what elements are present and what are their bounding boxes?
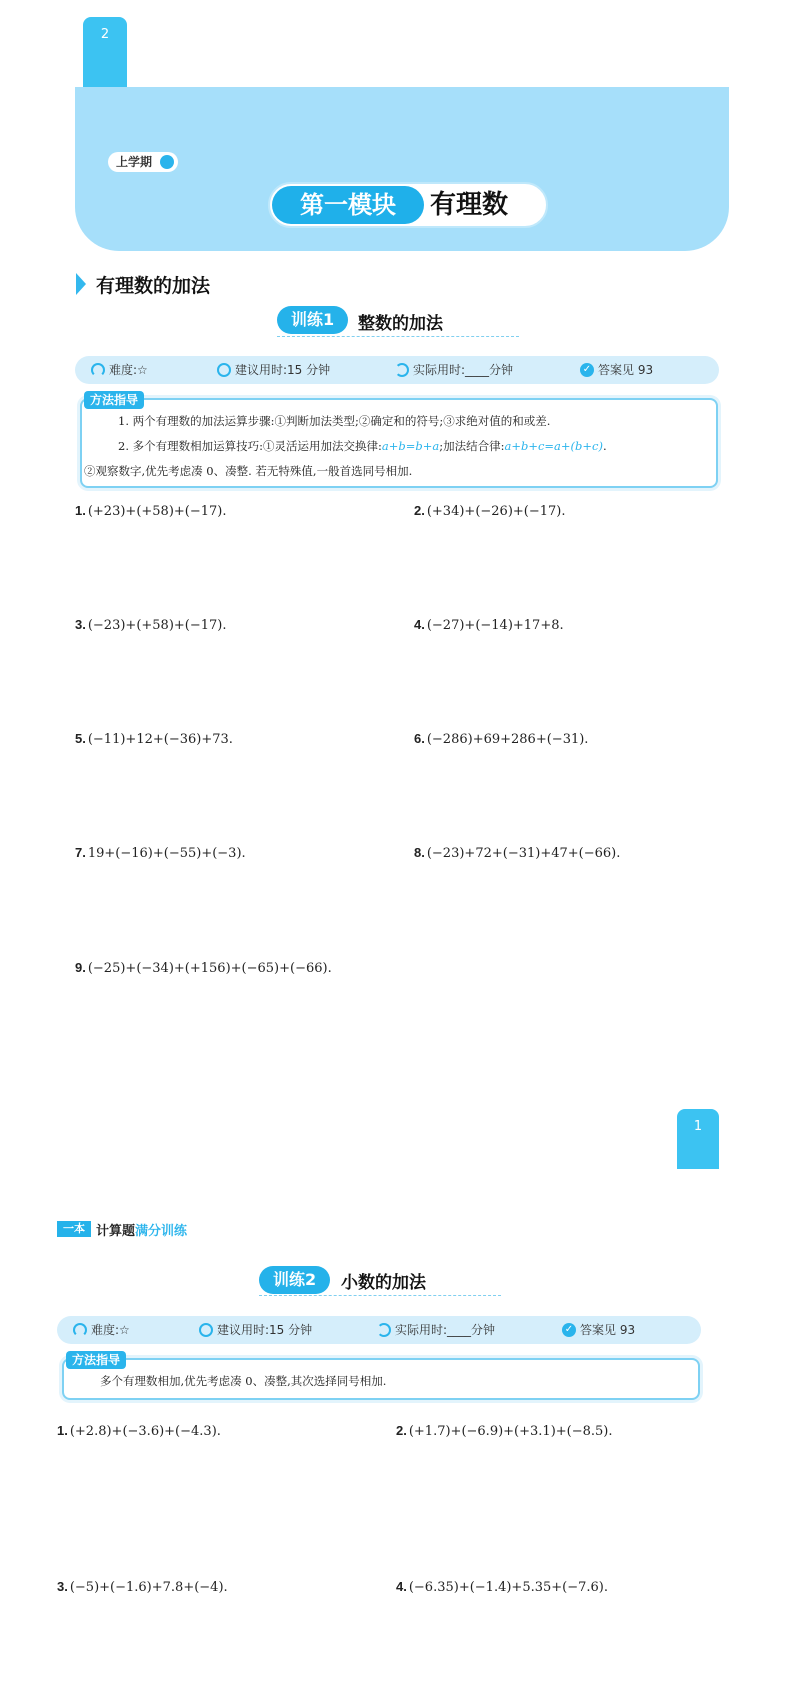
check-icon: ✓ — [580, 363, 594, 377]
problem-2 — [396, 1423, 613, 1439]
commutative-formula: a+b=b+a — [381, 439, 440, 453]
problem-3 — [75, 617, 227, 633]
brand-title — [96, 1220, 187, 1239]
problem-7 — [75, 845, 246, 861]
drill-underline — [259, 1295, 501, 1296]
problem-number: 2. — [396, 1423, 407, 1438]
problem-number: 1. — [75, 503, 86, 518]
problem-number: 4. — [396, 1579, 407, 1594]
problem-expression: (+23)+(+58)+(−17). — [87, 504, 227, 519]
actual-time-text: 实际用时:____分钟 — [413, 363, 514, 377]
problem-number: 9. — [75, 960, 86, 975]
page-number: 1 — [693, 1119, 703, 1134]
problem-expression: (−27)+(−14)+17+8. — [426, 618, 564, 633]
timer-icon — [377, 1323, 391, 1337]
problem-5 — [75, 731, 233, 747]
difficulty-icon — [73, 1323, 87, 1337]
problem-number: 1. — [57, 1423, 68, 1438]
method-line-1: 1. 两个有理数的加法运算步骤:①判断加法类型;②确定和的符号;③求绝对值的和或差. — [118, 414, 551, 428]
problem-expression: (−286)+69+286+(−31). — [426, 732, 589, 747]
problem-number: 3. — [57, 1579, 68, 1594]
info-bar — [75, 356, 719, 384]
problem-6 — [414, 731, 588, 747]
problem-expression: (+1.7)+(−6.9)+(+3.1)+(−8.5). — [408, 1424, 613, 1439]
difficulty-text: 难度:☆ — [91, 1323, 130, 1337]
info-bar — [57, 1316, 701, 1344]
problem-1 — [75, 503, 227, 519]
difficulty-icon — [91, 363, 105, 377]
brand-title-text: 计算题 — [96, 1224, 136, 1239]
difficulty — [91, 356, 148, 384]
problem-expression: (−23)+(+58)+(−17). — [87, 618, 227, 633]
page-number-tab — [83, 17, 127, 87]
problem-expression: (−5)+(−1.6)+7.8+(−4). — [69, 1580, 228, 1595]
problem-number: 3. — [75, 617, 86, 632]
problem-expression: (−25)+(−34)+(+156)+(−65)+(−66). — [87, 961, 332, 976]
problem-3 — [57, 1579, 228, 1595]
module-label: 第一模块 — [272, 186, 424, 224]
method-guide-tag: 方法指导 — [66, 1351, 126, 1369]
check-icon: ✓ — [562, 1323, 576, 1337]
difficulty — [73, 1316, 130, 1344]
timer-icon — [395, 363, 409, 377]
problem-expression: 19+(−16)+(−55)+(−3). — [87, 846, 246, 861]
problem-number: 8. — [414, 845, 425, 860]
problem-expression: (+34)+(−26)+(−17). — [426, 504, 566, 519]
associative-formula: a+b+c=a+(b+c) — [504, 439, 603, 453]
problem-4 — [396, 1579, 608, 1595]
actual-time — [395, 356, 513, 384]
page-number-tab — [677, 1109, 719, 1169]
drill-title: 小数的加法 — [341, 1273, 426, 1293]
suggested-time — [199, 1316, 312, 1344]
suggested-time-text: 建议用时:15 分钟 — [235, 363, 331, 377]
actual-time — [377, 1316, 495, 1344]
method-line-2-middle: ;加法结合律: — [439, 439, 505, 453]
problem-expression: (−23)+72+(−31)+47+(−66). — [426, 846, 621, 861]
method-line-1: 多个有理数相加,优先考虑凑 0、凑整,其次选择同号相加. — [100, 1374, 387, 1388]
method-line-2-prefix: 2. 多个有理数相加运算技巧:①灵活运用加法交换律: — [118, 439, 382, 453]
method-line-3: ②观察数字,优先考虑凑 0、凑整. 若无特殊值,一般首选同号相加. — [84, 464, 413, 478]
drill-badge: 训练2 — [259, 1266, 330, 1294]
problem-9 — [75, 960, 332, 976]
answer-reference-text: 答案见 93 — [598, 363, 654, 377]
problem-number: 5. — [75, 731, 86, 746]
problem-number: 6. — [414, 731, 425, 746]
brand-title-accent: 满分训练 — [135, 1224, 188, 1239]
section-title: 有理数的加法 — [96, 275, 211, 297]
difficulty-text: 难度:☆ — [109, 363, 148, 377]
actual-time-text: 实际用时:____分钟 — [395, 1323, 496, 1337]
suggested-time — [217, 356, 330, 384]
section-marker-icon — [76, 273, 86, 295]
page-number: 2 — [100, 27, 110, 42]
drill-title: 整数的加法 — [358, 314, 443, 334]
drill-underline — [277, 336, 519, 337]
drill-badge: 训练1 — [277, 306, 348, 334]
answer-reference — [562, 1316, 635, 1344]
problem-expression: (+2.8)+(−3.6)+(−4.3). — [69, 1424, 221, 1439]
problem-8 — [414, 845, 620, 861]
alarm-clock-icon — [199, 1323, 213, 1337]
problem-expression: (−6.35)+(−1.4)+5.35+(−7.6). — [408, 1580, 609, 1595]
problem-number: 2. — [414, 503, 425, 518]
method-line-2-suffix: . — [602, 439, 607, 453]
semester-label — [108, 152, 178, 172]
method-line-2 — [118, 433, 607, 459]
problem-1 — [57, 1423, 221, 1439]
answer-reference — [580, 356, 653, 384]
problem-number: 4. — [414, 617, 425, 632]
module-title: 有理数 — [430, 190, 509, 220]
problem-2 — [414, 503, 566, 519]
problem-expression: (−11)+12+(−36)+73. — [87, 732, 233, 747]
alarm-clock-icon — [217, 363, 231, 377]
semester-text: 上学期 — [116, 155, 153, 169]
brand-logo: 一本 — [57, 1221, 91, 1237]
method-guide-tag: 方法指导 — [84, 391, 144, 409]
problem-number: 7. — [75, 845, 86, 860]
answer-reference-text: 答案见 93 — [580, 1323, 636, 1337]
problem-4 — [414, 617, 564, 633]
arrow-circle-icon — [160, 155, 174, 169]
suggested-time-text: 建议用时:15 分钟 — [217, 1323, 313, 1337]
